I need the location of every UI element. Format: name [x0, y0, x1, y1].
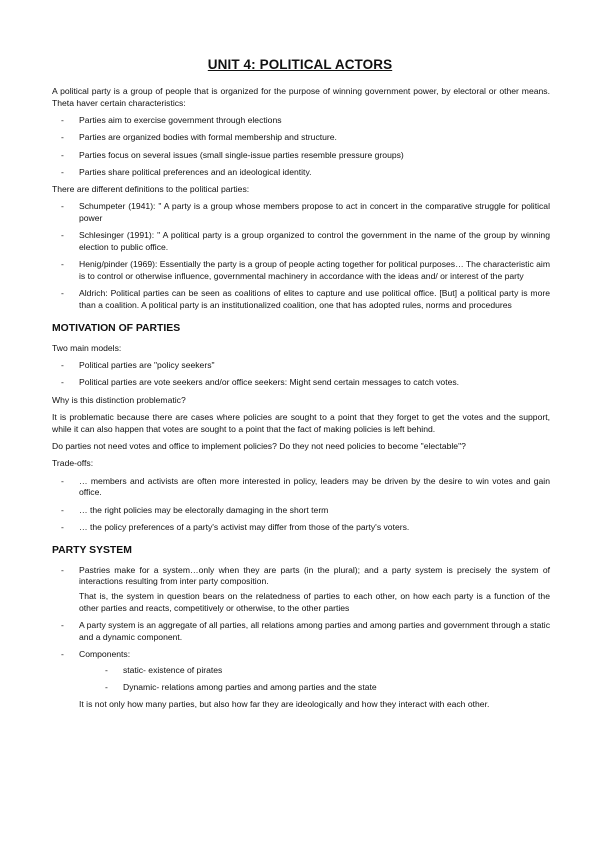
- list-item: - … members and activists are often more interested in policy, leaders may be driven by the desire to win votes and gain office.: [52, 476, 550, 499]
- list-item: - Political parties are "policy seekers": [52, 360, 550, 372]
- tradeoffs-intro: Trade-offs:: [52, 458, 94, 469]
- intro-paragraph: A political party is a group of people that is organized for the purpose of winning government power, by electoral or other means. Theta haver certain characteristics:: [52, 86, 550, 108]
- list-item: - Political parties are vote seekers and/or office seekers: Might send certain messages to catch votes.: [52, 377, 550, 389]
- list-item: - Dynamic- relations among parties and among parties and the state: [96, 682, 550, 694]
- list-item: [52, 565, 550, 615]
- list-item: - Parties focus on several issues (small single-issue parties resemble pressure groups): [52, 150, 550, 162]
- models-intro: Two main models:: [52, 342, 122, 353]
- list-item: - … the right policies may be electorally damaging in the short term: [52, 505, 550, 517]
- party-system-list: [52, 565, 550, 694]
- list-item: - Aldrich: Political parties can be seen as coalitions of elites to capture and use political office. [But] a political party is more than a coalition. A political party is an institutionalized coalition, one that has adopted rules, norms and procedures: [52, 288, 550, 311]
- page-title: UNIT 4: POLITICAL ACTORS: [207, 57, 393, 72]
- components-list: [96, 665, 550, 694]
- list-item: - … the policy preferences of a party's activist may differ from those of the party's voters.: [52, 522, 550, 534]
- definitions-list: [52, 201, 550, 311]
- motivation-heading: MOTIVATION OF PARTIES: [52, 322, 181, 334]
- closing-paragraph: It is not only how many parties, but also how far they are ideologically and how they interact with each other.: [79, 699, 490, 710]
- list-item: - static- existence of pirates: [96, 665, 550, 677]
- list-item: - Parties share political preferences and an ideological identity.: [52, 167, 550, 179]
- list-item-text: Pastries make for a system…only when they are parts (in the plural); and a party system is precisely the system of interactions resulting from inter party composition.: [79, 564, 550, 587]
- characteristics-list: [52, 115, 550, 179]
- question-text: Why is this distinction problematic?: [52, 394, 186, 405]
- list-item: - Parties aim to exercise government through elections: [52, 115, 550, 127]
- list-item: - Schlesinger (1991): " A political party is a group organized to control the government in the name of the group by winning election to public office.: [52, 230, 550, 253]
- tradeoffs-list: [52, 476, 550, 534]
- list-item: [52, 649, 550, 694]
- list-item: - Parties are organized bodies with formal membership and structure.: [52, 132, 550, 144]
- definitions-intro: There are different definitions to the political parties:: [52, 184, 250, 195]
- list-item-text: Components:: [79, 649, 131, 660]
- document-body: [52, 86, 550, 717]
- list-item: - Henig/pinder (1969): Essentially the party is a group of people acting together for political purposes… The characteristic aim is to control or otherwise influence, governmental machinery in accordance with the ideas and/ or interest of the party: [52, 259, 550, 282]
- answer-paragraph: It is problematic because there are cases where policies are sought to a point that they forget to get the votes and the support, while it can also happen that votes are sought to a point that the fact of making policies is left behind.: [52, 412, 550, 434]
- list-item-continuation: That is, the system in question bears on the relatedness of parties to each other, on how each party is a function of the other parties and reacts, competitively or otherwise, to the other parties: [79, 591, 550, 613]
- models-list: [52, 360, 550, 389]
- party-system-heading: PARTY SYSTEM: [52, 544, 132, 556]
- question-text: Do parties not need votes and office to implement policies? Do they not need policies to become "electable"?: [52, 441, 466, 452]
- list-item: - Schumpeter (1941): " A party is a group whose members propose to act in concert in the comparative struggle for political power: [52, 201, 550, 224]
- list-item: - A party system is an aggregate of all parties, all relations among parties and among parties and government through a static and a dynamic component.: [52, 620, 550, 643]
